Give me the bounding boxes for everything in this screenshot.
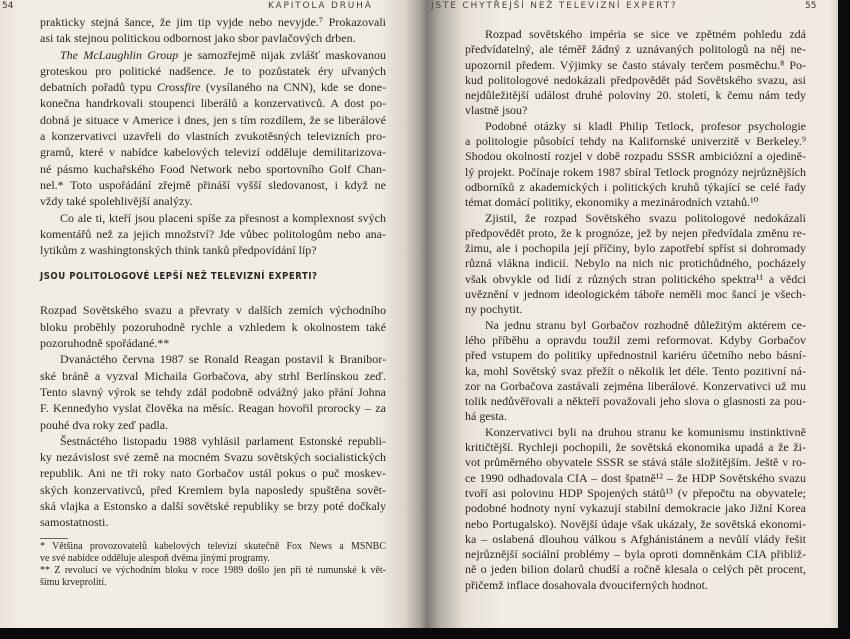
text-line: témat domácí politiky, ekonomiky a mezinárodních vztahů.¹⁰ bbox=[465, 195, 759, 210]
text-line: odborníků z akademických i politických kruhů týkající se celé řady bbox=[465, 179, 806, 194]
text-line: vždy také spolehlivější analýzy. bbox=[40, 194, 193, 209]
text-line bbox=[40, 47, 386, 63]
paragraph bbox=[40, 433, 386, 531]
text-line: nejdůležitější událost druhé poloviny 20. století, k čemu nám tedy bbox=[465, 88, 806, 103]
paragraph bbox=[40, 14, 386, 47]
text-line: kritičtější. Rychleji pochopili, že sovětská ekonomika upadá a že ži- bbox=[465, 440, 806, 455]
running-head: KAPITOLA DRUHÁ bbox=[268, 1, 373, 11]
text-line: Konzervativci byli na druhou stranu ke komunismu instinktivně bbox=[485, 424, 806, 439]
footnote-line: šímu krveprolití. bbox=[40, 577, 107, 588]
page-number: 55 bbox=[805, 1, 817, 11]
paragraph bbox=[40, 210, 386, 259]
text-line: gramů, které v nabídce kabelových televizí odděluje demilitarizova- bbox=[40, 145, 386, 160]
paragraph bbox=[40, 47, 386, 210]
text-line: dobná je situace v Americe i dnes, jen s tím rozdílem, že se liberálové bbox=[40, 112, 386, 127]
footnote-line: * Většina provozovatelů kabelových televizí skutečně Fox News a MSNBC bbox=[40, 541, 386, 552]
footnote-line: ve své nabídce odděluje alespoň dvěma jinými programy. bbox=[40, 553, 270, 564]
text-line: Tento slavný výrok se tehdy zdál podobně odvážný jako přání Johna bbox=[40, 384, 386, 399]
text-line: přičemž inflace dosahovala dvouciferných hodnot. bbox=[465, 577, 708, 592]
text-line: samostatnosti. bbox=[40, 515, 109, 530]
text-line: Podobné otázky si kladl Philip Tetlock, profesor psychologie bbox=[485, 118, 806, 133]
text-line: Shodou okolností rozjel v době rozpadu SSSR ambiciózní a ojedině- bbox=[465, 149, 806, 164]
text-line: konečna handrkovali stoupenci liberálů a konzervativců. A dost po- bbox=[40, 96, 386, 111]
text-line: však obvykle od lidí z různých stran politického spektra¹¹ a vědci bbox=[465, 271, 806, 286]
footnote-divider bbox=[40, 538, 68, 539]
footnote bbox=[40, 565, 386, 589]
text-line: ně o jeden bilion dolarů chudší a ročně klesala o celých pět procent, bbox=[465, 562, 806, 577]
text-line: a politologie působící tehdy na Kalifornské univerzitě v Berkeley.⁹ bbox=[465, 134, 806, 149]
text-line: žimu, ale i pochopila její příčiny, bylo zapotřebí spříst si dohromady bbox=[465, 241, 806, 256]
text-line: předpovědět proto, že k prognóze, jež by nejen předvídala změnu re- bbox=[465, 225, 806, 240]
text-line: ky nezávislost své země na mocném Svazu sovětských socialistických bbox=[40, 450, 386, 465]
text-line bbox=[40, 79, 386, 95]
text-line: ny pochytit. bbox=[465, 302, 523, 317]
paragraph bbox=[465, 318, 806, 425]
text-span: (vysílaného na CNN), kde se done- bbox=[200, 80, 386, 95]
text-line: ka – oslabená dlouhou válkou s Afghánistánem a nevůlí vlády řešit bbox=[465, 531, 806, 546]
text-line: Co ale ti, kteří jsou placeni spíše za přesnost a komplexnost svých bbox=[60, 210, 386, 225]
text-line: né pásmo kuchařského Food Network nebo sportovního Golf Chan- bbox=[40, 161, 386, 176]
text-line: pouhé dva roky zeď padla. bbox=[40, 417, 169, 432]
text-line: vot průměrného obyvatele SSSR se stává stále složitějším. Ještě v ro- bbox=[465, 455, 806, 470]
text-line: předvídatelný, ale téměř žádný z uznávaných politologů na něj ne- bbox=[465, 42, 806, 57]
italic-title: Crossfire bbox=[156, 80, 201, 95]
text-line: bloku proběhly pozoruhodně rychle a vzhledem k okolnostem také bbox=[40, 319, 386, 334]
text-line: pozoruhodně spořádané.** bbox=[40, 336, 170, 351]
text-line: ce 1990 odhadovala CIA – dost špatně¹² – že HDP Sovětského svazu bbox=[465, 470, 806, 485]
right-page bbox=[425, 0, 838, 628]
text-line: nebo Portugalsko). Novější údaje však ukázaly, že sovětská ekonomi- bbox=[465, 516, 806, 531]
text-line: Dvanáctého června 1987 se Ronald Reagan postavil k Branibor- bbox=[60, 352, 386, 367]
text-line: uvěznění v jednom ideologickém táboře neměli moc šancí je všech- bbox=[465, 287, 806, 302]
paragraph bbox=[40, 302, 386, 351]
text-line: Šestnáctého listopadu 1988 vyhlásil parlament Estonské republi- bbox=[60, 433, 386, 448]
text-line: tolik nedůvěřovali a někteří považovali jeho slova o glasnosti za pou- bbox=[465, 394, 806, 409]
text-line: a konzervativci uzavřeli do vlastních zvukotěsných televizních pro- bbox=[40, 129, 386, 144]
text-line: komentářů než za jejich množství? Jde vůbec politologům nebo ana- bbox=[40, 226, 386, 241]
text-column bbox=[40, 14, 386, 531]
text-line: zor na Gorbačova zastávali zejména liberálové. Konzervativci už mu bbox=[465, 378, 806, 393]
text-line: prakticky stejná šance, že jim tip vyjde nebo nevyjde.⁷ Prokazovali bbox=[40, 15, 386, 29]
text-line: Rozpad Sovětského svazu a převraty v dalších zemích východního bbox=[40, 303, 386, 318]
paragraph bbox=[465, 27, 806, 119]
text-line: Na jednu stranu byl Gorbačov rozhodně důležitým aktérem ce- bbox=[485, 317, 806, 332]
text-line: lý projekt. Počínaje rokem 1987 sbíral Tetlock prognózy nejrůznějších bbox=[465, 164, 806, 179]
text-line: tvoří asi polovinu HDP Spojených států¹³ (v přepočtu na obyvatele; bbox=[465, 485, 806, 500]
footnotes bbox=[40, 541, 386, 589]
text-line: ská vlajka a Estonsko a další sovětské republiky se brzy poté dočkaly bbox=[40, 499, 386, 514]
text-column bbox=[465, 27, 806, 593]
text-line: lytikům z washingtonských think tanků předpovídání líp? bbox=[40, 243, 317, 258]
text-line: há gesta. bbox=[465, 409, 507, 424]
text-line: groteskou pro politické nadšence. Je to pozůstatek éry uřvaných bbox=[40, 63, 386, 78]
section-heading: JSOU POLITOLOGOVÉ LEPŠÍ NEŽ TELEVIZNÍ EXPERTI? bbox=[40, 271, 318, 283]
left-page bbox=[0, 0, 425, 628]
text-line: kud politologové nedokázali předpovědět pád Sovětského svazu, asi bbox=[465, 72, 806, 87]
text-span: je samozřejmě nijak zvlášť maskovanou bbox=[178, 47, 386, 62]
paragraph bbox=[465, 211, 806, 318]
text-line: lého příběhu a opravdu toužil zemi reformovat. Kdyby Gorbačov bbox=[465, 332, 806, 347]
text-line: Rozpad sovětského impéria se sice ve zpětném pohledu zdá bbox=[485, 27, 806, 41]
text-line: před vstupem do politiky upřednostnil kariéru účetního nebo básní- bbox=[465, 348, 806, 363]
paragraph bbox=[40, 351, 386, 432]
text-line: nel.* Toto uspořádání zřejmě přináší vyšší sledovanost, i když ne bbox=[40, 177, 386, 192]
text-line: podobné hodnoty nyní vykazují stabilní demokracie jako Jižní Korea bbox=[465, 501, 806, 516]
text-line: Zjistil, že rozpad Sovětského svazu politologové nedokázali bbox=[485, 210, 806, 225]
paragraph bbox=[465, 425, 806, 593]
text-line: republik. Ani ne tři roky nato Gorbačov ustál pokus o puč moskev- bbox=[40, 466, 386, 481]
text-line: ských konzervativců, před Kremlem byla naposledy spuštěna sovět- bbox=[40, 482, 386, 497]
footnote bbox=[40, 541, 386, 565]
text-line: asi tak stejnou politickou odbornost jako sbor pavlačových drben. bbox=[40, 31, 356, 46]
text-line: F. Kennedyho vyslat člověka na měsíc. Reagan hovořil prorocky – za bbox=[40, 401, 386, 416]
paragraph bbox=[465, 119, 806, 211]
italic-title: The McLaughlin Group bbox=[60, 47, 179, 62]
running-head: JSTE CHYTŘEJŠÍ NEŽ TELEVIZNÍ EXPERT? bbox=[431, 1, 678, 11]
text-line: vlastně jsou? bbox=[465, 103, 528, 118]
footnote-line: ** Z revolucí ve východním bloku v roce 1989 došlo jen při té rumunské k vět- bbox=[40, 565, 386, 576]
page-number: 54 bbox=[2, 1, 14, 11]
text-line: ka, mohl Sovětský svaz přežít o několik let déle. Tento pozitivní ná- bbox=[465, 363, 806, 378]
text-line: různá vlákna indicií. Nebylo na nich nic protichůdného, pocházely bbox=[465, 256, 806, 271]
text-line: nejrůznější sociální problémy – byla oproti domněnkám CIA přibliž- bbox=[465, 547, 806, 562]
text-line: upozornil předem. Výjimky se často stávaly terčem posměchu.⁸ Po- bbox=[465, 57, 806, 72]
text-line: ské bráně a vyzval Michaila Gorbačova, aby strhl Berlínskou zeď. bbox=[40, 368, 386, 383]
text-span: debatních pořadů typu bbox=[40, 80, 157, 95]
